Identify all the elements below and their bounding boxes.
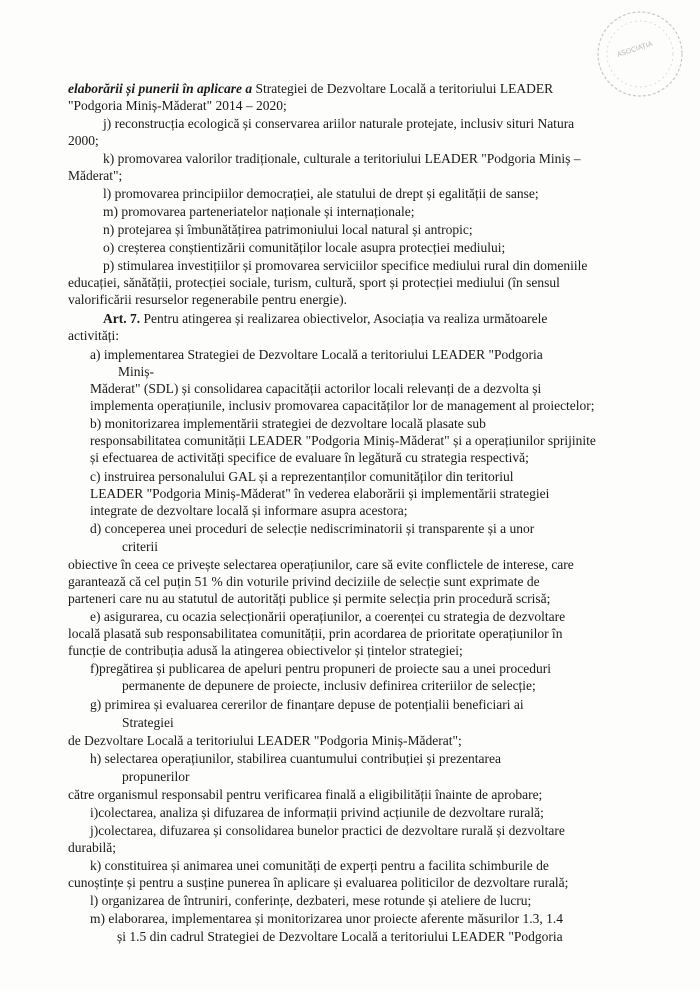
act-l-line-1: l) organizarea de întruniri, conferințe, dezbateri, mese rotunde și ateliere de lucru; [90, 893, 532, 908]
item-n: n) protejarea și îmbunătățirea patrimoniului local natural și antropic; [103, 222, 473, 237]
act-d-line-1: d) conceperea unei proceduri de selecție nediscriminatorii și transparente și a unor [90, 521, 535, 536]
item-j-line-2: 2000; [68, 133, 99, 148]
item-o: o) creșterea conștientizării comunităților locale asupra protecției mediului; [103, 240, 506, 255]
item-j-line-1: j) reconstrucția ecologică și conservarea ariilor naturale protejate, inclusiv situri Natura [103, 116, 575, 131]
act-e-line-1: e) asigurarea, cu ocazia selecționării operațiunilor, a coerenței cu strategia de dezvoltare [90, 609, 566, 624]
item-k-line-1: k) promovarea valorilor tradiționale, culturale a teritoriului LEADER "Podgoria Miniș – [103, 151, 581, 166]
act-c-line-2: LEADER "Podgoria Miniș-Măderat" în vederea elaborării și implementării strategiei [90, 486, 550, 501]
act-d-line-2: criterii [122, 539, 158, 554]
act-m-line-2: și 1.5 din cadrul Strategiei de Dezvoltare Locală a teritoriului LEADER "Podgoria [117, 929, 563, 944]
intro-line-1 [68, 81, 553, 97]
act-c-line-1: c) instruirea personalului GAL și a reprezentanților comunităților din teritoriul [90, 469, 514, 484]
act-a-line-1: a) implementarea Strategiei de Dezvoltare Locală a teritoriului LEADER "Podgoria [90, 347, 543, 362]
intro-line-2: "Podgoria Miniș-Măderat" 2014 – 2020; [68, 98, 287, 113]
intro-bold: elaborării și punerii în aplicare a [68, 81, 253, 96]
item-p-line-1: p) stimularea investițiilor și promovarea serviciilor specifice mediului rural din domeniile [103, 258, 588, 273]
act-g-line-2: Strategiei [122, 715, 174, 730]
act-j-line-2: durabilă; [68, 840, 116, 855]
item-p-line-3: valorificării resurselor regenerabile pentru energie). [68, 292, 347, 307]
stamp-seal [578, 0, 696, 112]
act-k-line-1: k) constituirea și animarea unei comunități de experți pentru a facilita schimburile de [90, 858, 549, 873]
act-a-line-4: implementa operațiunile, inclusiv promovarea capacităților lor de management al proiectelor; [90, 398, 595, 413]
act-d-line-4: garantează că cel puțin 51 % din voturile privind deciziile de selecție sunt exprimate de [68, 574, 540, 589]
act-g-line-1: g) primirea și evaluarea cererilor de finanțare depuse de potențialii beneficiari ai [90, 697, 524, 712]
intro-rest: Strategiei de Dezvoltare Locală a teritoriului LEADER [252, 81, 554, 96]
item-m: m) promovarea parteneriatelor naționale și internaționale; [103, 204, 415, 219]
act-g-line-3: de Dezvoltare Locală a teritoriului LEADER "Podgoria Miniș-Măderat"; [68, 733, 462, 748]
act-h-line-2: propunerilor [122, 769, 190, 784]
stamp-text: ASOCIAȚIA [615, 39, 654, 59]
act-a-line-3: Măderat" (SDL) și consolidarea capacității actorilor locali relevanți de a dezvolta și [90, 381, 542, 396]
act-j-line-1: j)colectarea, difuzarea și consolidarea bunelor practici de dezvoltare rurală și dezvoltare [90, 823, 565, 838]
act-i-line-1: i)colectarea, analiza și difuzarea de informații privind acțiunile de dezvoltare rurală; [90, 805, 544, 820]
item-p-line-2: educației, sănătății, protecției sociale, turism, cultură, sport și protecției mediului (în sensul [68, 275, 560, 290]
act-e-line-3: funcție de contribuția adusă la atingerea obiectivelor și țintelor strategiei; [68, 643, 463, 658]
act-e-line-2: locală plasată sub responsabilitatea comunității, prin acordarea de prioritate operațiunilor în [68, 626, 563, 641]
act-d-line-5: parteneri care nu au statutul de autorități publice și permite selecția prin procedură scrisă; [68, 591, 551, 606]
act-a-line-2: Miniș- [118, 364, 155, 379]
art7-line-2: activități: [68, 328, 119, 343]
act-b-line-1: b) monitorizarea implementării strategiei de dezvoltare locală plasate sub [90, 416, 486, 431]
act-k-line-2: cunoștințe și pentru a susține punerea în aplicare și evaluarea politicilor de dezvoltare rurală; [68, 875, 569, 890]
act-b-line-2: responsabilitatea comunității LEADER "Podgoria Miniș-Măderat" și a operațiunilor sprijinite [90, 433, 596, 448]
item-l: l) promovarea principiilor democrației, ale statului de drept și egalității de sanse; [103, 186, 539, 201]
act-f-line-1: f)pregătirea și publicarea de apeluri pentru propuneri de proiecte sau a unei proceduri [90, 661, 552, 676]
act-d-line-3: obiective în ceea ce privește selectarea operațiunilor, care să evite conflictele de interese, care [68, 557, 574, 572]
art7-label: Art. 7. [103, 311, 141, 326]
act-f-line-2: permanente de depunere de proiecte, inclusiv definirea criteriilor de selecție; [122, 678, 536, 693]
act-b-line-3: și efectuarea de activități specifice de evaluare în legătură cu strategia respectivă; [90, 450, 529, 465]
act-c-line-3: integrate de dezvoltare locală și informare asupra acestora; [90, 503, 408, 518]
act-h-line-1: h) selectarea operațiunilor, stabilirea cuantumului contribuției și prezentarea [90, 751, 502, 766]
item-k-line-2: Măderat"; [68, 168, 123, 183]
act-m-line-1: m) elaborarea, implementarea și monitorizarea unor proiecte aferente măsurilor 1.3, 1.4 [90, 911, 564, 926]
act-h-line-3: către organismul responsabil pentru verificarea finală a eligibilității înainte de aprobare; [68, 787, 543, 802]
art7-text: Pentru atingerea și realizarea obiectivelor, Asociația va realiza următoarele [140, 311, 548, 326]
art7-line-1 [103, 311, 547, 327]
